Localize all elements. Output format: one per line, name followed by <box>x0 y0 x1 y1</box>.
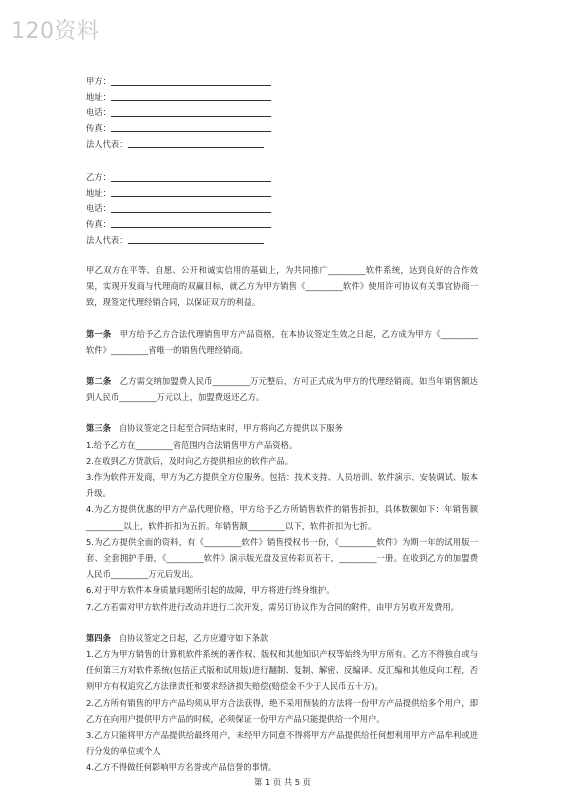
blank-line <box>111 91 271 101</box>
field-label: 电话： <box>86 107 111 118</box>
list-item: 3.作为软件开发商，甲方为乙方提供全方位服务。包括：技术支持、人员培训、软件演示、安装调试、版本升级。 <box>86 471 478 499</box>
field-label: 传真： <box>86 219 111 230</box>
party-a-block <box>86 70 478 148</box>
clause-1 <box>86 326 478 358</box>
list-item: 1.乙方为甲方销售的计算机软件系统的著作权、版权和其他知识产权等始终为甲方所有。乙方不得独自或与任何第三方对软件系统(包括正式版和试用版)进行翻制、复制、解密、反编译、反汇编和其他反向工程，否则甲方有权追究乙方法律责任和要求经济损失赔偿(赔偿金不少于人民币五十万)。 <box>86 649 478 692</box>
field-label: 乙方： <box>86 172 111 183</box>
party-b-row <box>86 197 478 213</box>
clause-text: 自协议签定之日起，乙方应遵守如下条款 <box>118 632 269 643</box>
blank-line <box>128 138 264 148</box>
clause-heading: 第二条 <box>86 375 112 386</box>
clause-text: 甲方给予乙方合法代理销售甲方产品资格，在本协议签定生效之日起，乙方成为甲方《_________软件》_________省唯一的销售代理经销商。 <box>86 328 478 355</box>
clause-heading: 第一条 <box>86 328 112 339</box>
party-b-block <box>86 166 478 244</box>
clause-text: 乙方需交纳加盟费人民币_________万元整后，方可正式成为甲方的代理经销商。如当年销售额达到人民币_________万元以上，加盟费返还乙方。 <box>86 375 478 403</box>
intro-paragraph: 甲乙双方在平等、自愿、公开和诚实信用的基础上，为共同推广_________软件系统，达到良好的合作效果，实现开发商与代理商的双赢目标，就乙方为甲方销售《_________软件》使用许可协议有关事宜协商一致，现签定代理经销合同，以保证双方的利益。 <box>86 264 478 308</box>
list-item: 3.乙方只能将甲方产品提供给最终用户，未经甲方同意不得将甲方产品提供给任何想利用甲方产品牟利或进行分发的单位或个人 <box>86 730 478 757</box>
blank-line <box>111 218 271 228</box>
clause-4 <box>86 630 478 776</box>
party-a-row <box>86 101 478 117</box>
list-item: 2.乙方所有销售的甲方产品均须从甲方合法获得，绝不采用预装的方法将一份甲方产品提供给多个用户，即乙方在向用户提供甲方产品的时候，必须保证一份甲方产品只能提供给一个用户。 <box>86 697 478 724</box>
blank-line <box>111 122 271 132</box>
page-number: 第 1 页 共 5 页 <box>254 777 311 787</box>
party-a-row <box>86 70 478 86</box>
field-label: 甲方： <box>86 76 111 87</box>
clause-intro <box>86 420 478 436</box>
field-label: 法人代表： <box>86 138 128 149</box>
blank-line <box>128 234 264 244</box>
list-item: 6.对于甲方软件本身质量问题所引起的故障，甲方将进行终身维护。 <box>86 585 335 596</box>
field-label: 传真： <box>86 123 111 134</box>
party-b-row <box>86 213 478 229</box>
field-label: 法人代表： <box>86 234 128 245</box>
list-item: 4.乙方不得做任何影响甲方名誉或产品信誉的事情。 <box>86 762 277 773</box>
party-a-row <box>86 86 478 102</box>
list-item: 1.给予乙方在_________省范围内合法销售甲方产品资格。 <box>86 439 298 450</box>
clause-2 <box>86 373 478 405</box>
clause-3 <box>86 420 478 614</box>
list-item: 4.为乙方提供优惠的甲方产品代理价格，甲方给予乙方所销售软件的销售折扣，具体数额如下：年销售额_________以上，软件折扣为五折。年销售额_________以下，软件折扣为七折。 <box>86 504 478 531</box>
clause-heading: 第四条 <box>86 632 111 643</box>
party-a-row <box>86 132 478 148</box>
clause-heading: 第三条 <box>86 423 111 434</box>
party-b-row <box>86 228 478 244</box>
watermark-logo: 120资料 <box>11 19 100 44</box>
field-label: 地址： <box>86 187 111 198</box>
list-item: 5.为乙方提供全面的资料，有《_________软件》销售授权书一份，《_________软件》为期一年的试用版一套、全套拥护手册，《_________软件》演示版光盘及宣传彩页若干，_________一册。在收到乙方的加盟费人民币_________万元后发出。 <box>86 536 478 580</box>
list-item: 2.在收到乙方货款后，及时向乙方提供相应的软件产品。 <box>86 455 294 466</box>
blank-line <box>111 76 271 86</box>
party-b-row <box>86 166 478 182</box>
blank-line <box>111 187 271 197</box>
field-label: 电话： <box>86 203 111 214</box>
contract-body <box>86 70 478 776</box>
blank-line <box>111 172 271 182</box>
list-item: 7.乙方若需对甲方软件进行改动并进行二次开发，需另订协议作为合同的附件，由甲方另收开发费用。 <box>86 601 459 612</box>
clause-intro <box>86 630 478 646</box>
party-b-row <box>86 182 478 198</box>
field-label: 地址： <box>86 91 111 102</box>
blank-line <box>111 203 271 213</box>
party-a-row <box>86 117 478 133</box>
clause-text: 自协议签定之日起至合同结束时，甲方将向乙方提供以下服务 <box>118 423 343 434</box>
blank-line <box>111 107 271 117</box>
